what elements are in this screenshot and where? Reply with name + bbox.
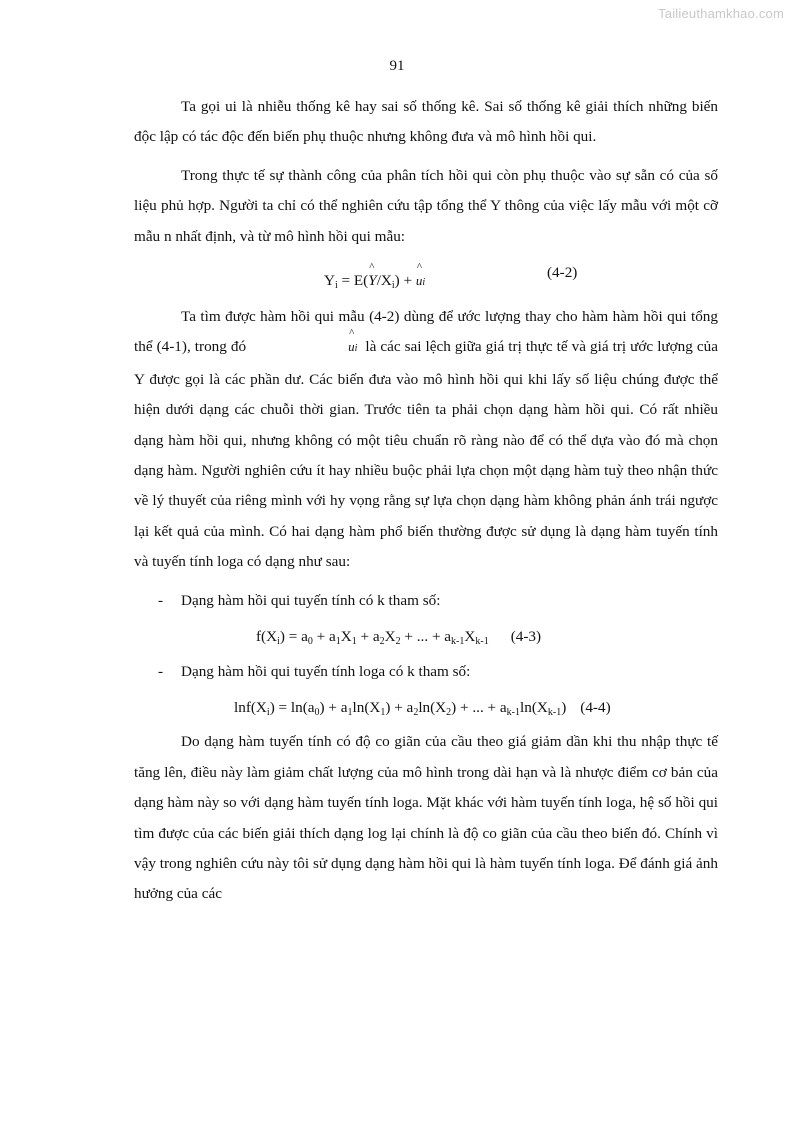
paragraph-2: Trong thực tế sự thành công của phân tích hồi qui còn phụ thuộc vào sự sẵn có của số liệu phủ hợp. Người ta chỉ có thể nghiên cứu tập tổng thể Y thông của việc lấy mẫu với một cỡ mẫu n nhất định, và từ mô hình hồi qui mẫu:	[134, 166, 718, 245]
page-number: 91	[389, 58, 405, 74]
paragraph-4: Do dạng hàm tuyến tính có độ co giãn của cầu theo giá giảm dần khi thu nhập thực tế tăng lên, điều này làm giảm chất lượng của mô hình trong dài hạn và là nhược điểm cơ bản của dạng hàm này so với dạng hàm tuyến tính loga. Mặt khác với hàm tuyến tính loga, hệ số hồi qui tìm được của các biến giải thích dạng log lại chính là độ co giãn của cầu theo biến đó. Chính vì vậy trong nghiên cứu này tôi sử dụng dạng hàm hồi qui là hàm tuyến tính loga. Để đánh giá ảnh hưởng của các	[134, 733, 718, 903]
paragraph-3: Ta tìm được hàm hồi qui mẫu (4-2) dùng để ước lượng thay cho hàm hàm hồi qui tổng thể (4-1), trong đó^ ui là các sai lệch giữa giá trị thực tế và giá trị ước lượng của Y được gọi là các phần dư. Các biến đưa vào mô hình hồi qui khi lấy số liệu chúng được thể hiện dưới dạng các chuỗi thời gian. Trước tiên ta phải chọn dạng hàm hồi qui. Có rất nhiều dạng hàm hồi qui, nhưng không có một tiêu chuẩn rõ ràng nào để có thể dựa vào đó mà chọn dạng hàm. Người nghiên cứu ít hay nhiều buộc phải lựa chọn một dạng hàm tuỳ theo nhận thức về lý thuyết của riêng mình với hy vọng rằng sự lựa chọn dạng hàm không phản ánh trái ngược lại kết quả của mình. Có hai dạng hàm phổ biến thường được sử dụng là dạng hàm tuyến tính và tuyến tính loga có dạng như sau:	[134, 302, 718, 578]
equation-4-4-label: (4-4)	[580, 698, 611, 716]
watermark: Tailieuthamkhao.com	[658, 6, 784, 21]
equation-4-3-label: (4-3)	[510, 628, 542, 646]
equation-4-2-formula: $Y_i$ = E(^ $Y/X_i$) + ^ ui	[324, 266, 425, 298]
u-hat-inline-symbol: ^ u	[301, 332, 355, 362]
bullet-linear: - Dạng hàm hồi qui tuyến tính có k tham số:	[134, 586, 718, 616]
bullet-dash: -	[158, 591, 164, 609]
bullet-dash: -	[158, 662, 164, 680]
equation-4-4: $\ln f(X_i) = \ln(a_0) + a_1\ln(X_1) + a_2\ln(X_2)$ + ... + $a_{k-1}\ln(X_{k-1})$ (4-4)	[234, 698, 611, 718]
bullet-loglinear: - Dạng hàm hồi qui tuyến tính loga có k tham số:	[134, 657, 718, 687]
equation-4-2	[134, 258, 718, 302]
u-hat-symbol: ^ u	[416, 266, 423, 296]
equation-4-2-label: (4-2)	[547, 264, 578, 282]
paragraph-1: Ta gọi ui là nhiễu thống kê hay sai số thống kê. Sai số thống kê giải thích những biến độc lập có tác độc đến biến phụ thuộc nhưng không đưa và mô hình hồi qui.	[134, 98, 718, 146]
equation-4-3: $f(X_i) = a_0 + a_1X_1 + a_2X_2$ + ... + $a_{k-1}X_{k-1}$ (4-3)	[256, 628, 542, 648]
y-hat-symbol: ^ Y	[368, 266, 376, 296]
document-body	[134, 92, 718, 910]
